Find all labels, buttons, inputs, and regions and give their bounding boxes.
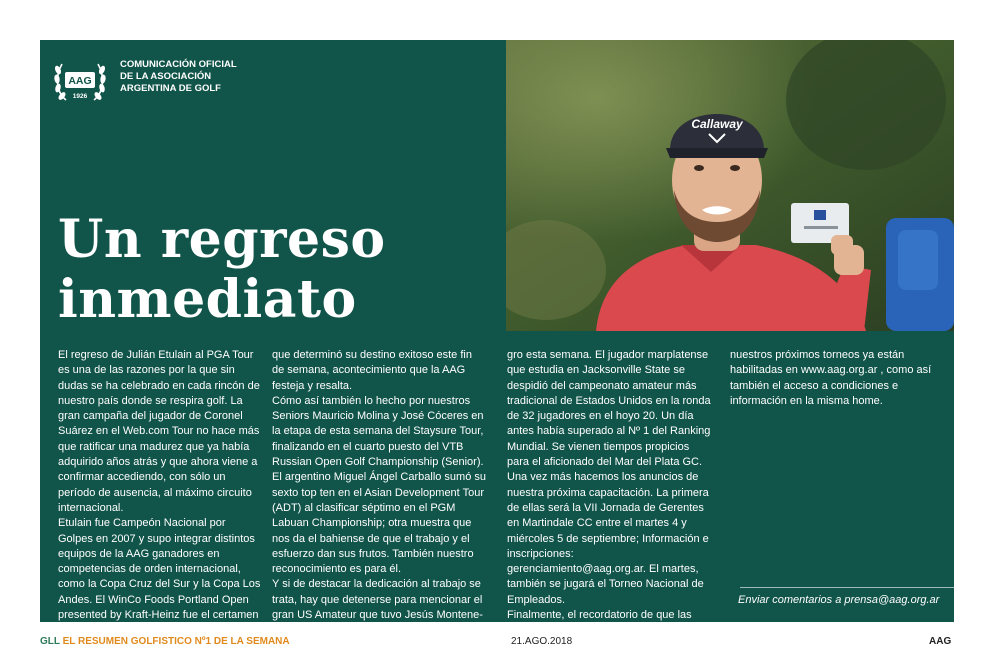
- paragraph: Una vez más hacemos los anuncios de nuestra próxima capacitación. La primera de ellas será la VII Jornada de Gerentes en Martindale CC entre el martes 4 y miércoles 5 de septiembre; Información e inscripciones: gerenciamiento@aag.org.ar. El martes, también se jugará el Torneo Nacional de Empleados.: [507, 471, 709, 606]
- org-line: COMUNICACIÓN OFICIAL: [120, 59, 237, 70]
- text-column-1: [58, 348, 263, 623]
- paragraph: nuestros próximos torneos ya están habilitadas en www.aag.org.ar , como así también el acceso a condiciones e información en la misma home.: [730, 349, 932, 407]
- player-photo: [506, 40, 954, 331]
- aag-logo: [52, 54, 108, 110]
- paragraph: que determinó su destino exitoso este fin de semana, acontecimiento que la AAG festeja y resalta.: [272, 349, 472, 392]
- footer-right: AAG: [929, 636, 952, 647]
- article-panel: [40, 40, 954, 637]
- footer-brand-name: GLL: [40, 636, 60, 647]
- org-line: DE LA ASOCIACIÓN: [120, 71, 212, 82]
- title-line: Un regreso: [58, 209, 386, 270]
- org-line: ARGENTINA DE GOLF: [120, 83, 221, 94]
- svg-text:1926: 1926: [72, 93, 88, 100]
- paragraph: Etulain fue Campeón Nacional por Golpes en 2007 y supo integrar distintos equipos de la AAG ganadores en competencias de orden internacional, como la Copa Cruz del Sur y la Copa Los Andes. El WinCo Foods Portland Open presented by Kraft-Heinz fue el certamen: [58, 517, 261, 622]
- text-column-3: [507, 348, 712, 639]
- svg-text:Callaway: Callaway: [691, 117, 743, 131]
- footer-date: 21.AGO.2018: [511, 636, 573, 647]
- footer-tagline: EL RESUMEN GOLFISTICO Nº1 DE LA SEMANA: [62, 636, 290, 647]
- org-label: [120, 59, 237, 95]
- paragraph: Finalmente, el recordatorio de que las inscripciones on line para cuatro de: [507, 609, 692, 637]
- paragraph: Cómo así también lo hecho por nuestros Seniors Mauricio Molina y José Cóceres en la etapa de esta semana del Staysure Tour, finalizando en el cuarto puesto del VTB Russian Open Golf Championship (Senior).: [272, 394, 484, 469]
- divider: [740, 587, 954, 588]
- paragraph: El argentino Miguel Ángel Carballo sumó su sexto top ten en el Asian Development Tour (ADT) al clasificar séptimo en el PGM Labuan Championship; otra muestra que nos da el bahiense de que el trabajo y el esfuerzo dan sus frutos. También nuestro reconocimiento es para él.: [272, 471, 487, 576]
- article-title: [58, 210, 386, 330]
- paragraph: Y si de destacar la dedicación al trabajo se trata, hay que detenerse para mencionar el gran US Amateur que tuvo Jesús Montene-: [272, 578, 483, 622]
- feedback-credit: Enviar comentarios a prensa@aag.org.ar: [738, 594, 940, 606]
- footer-brand: [40, 636, 290, 647]
- text-column-2: [272, 348, 486, 623]
- text-column-4: [730, 348, 935, 409]
- title-line: inmediato: [58, 269, 357, 330]
- paragraph: El regreso de Julián Etulain al PGA Tour es una de las razones por la que sin dudas se ha celebrado en cada rincón de nuestro país donde se respira golf. La gran campaña del jugador de Coronel Suárez en el Web.com Tour no hace más que ratificar una madurez que ya había adquirido años atrás y que ahora viene a confirmar accediendo, con sólo un período de ausencia, al máximo circuito internacional.: [58, 349, 260, 514]
- svg-text:AAG: AAG: [68, 75, 92, 87]
- paragraph: gro esta semana. El jugador marplatense que estudia en Jacksonville State se despidió del campeonato amateur más tradicional de Estados Unidos en la ronda de 32 jugadores en el hoyo 20. Un día antes había superado al Nº 1 del Ranking Mundial. Se vienen tiempos propicios para el aficionado del Mar del Plata GC.: [507, 349, 711, 469]
